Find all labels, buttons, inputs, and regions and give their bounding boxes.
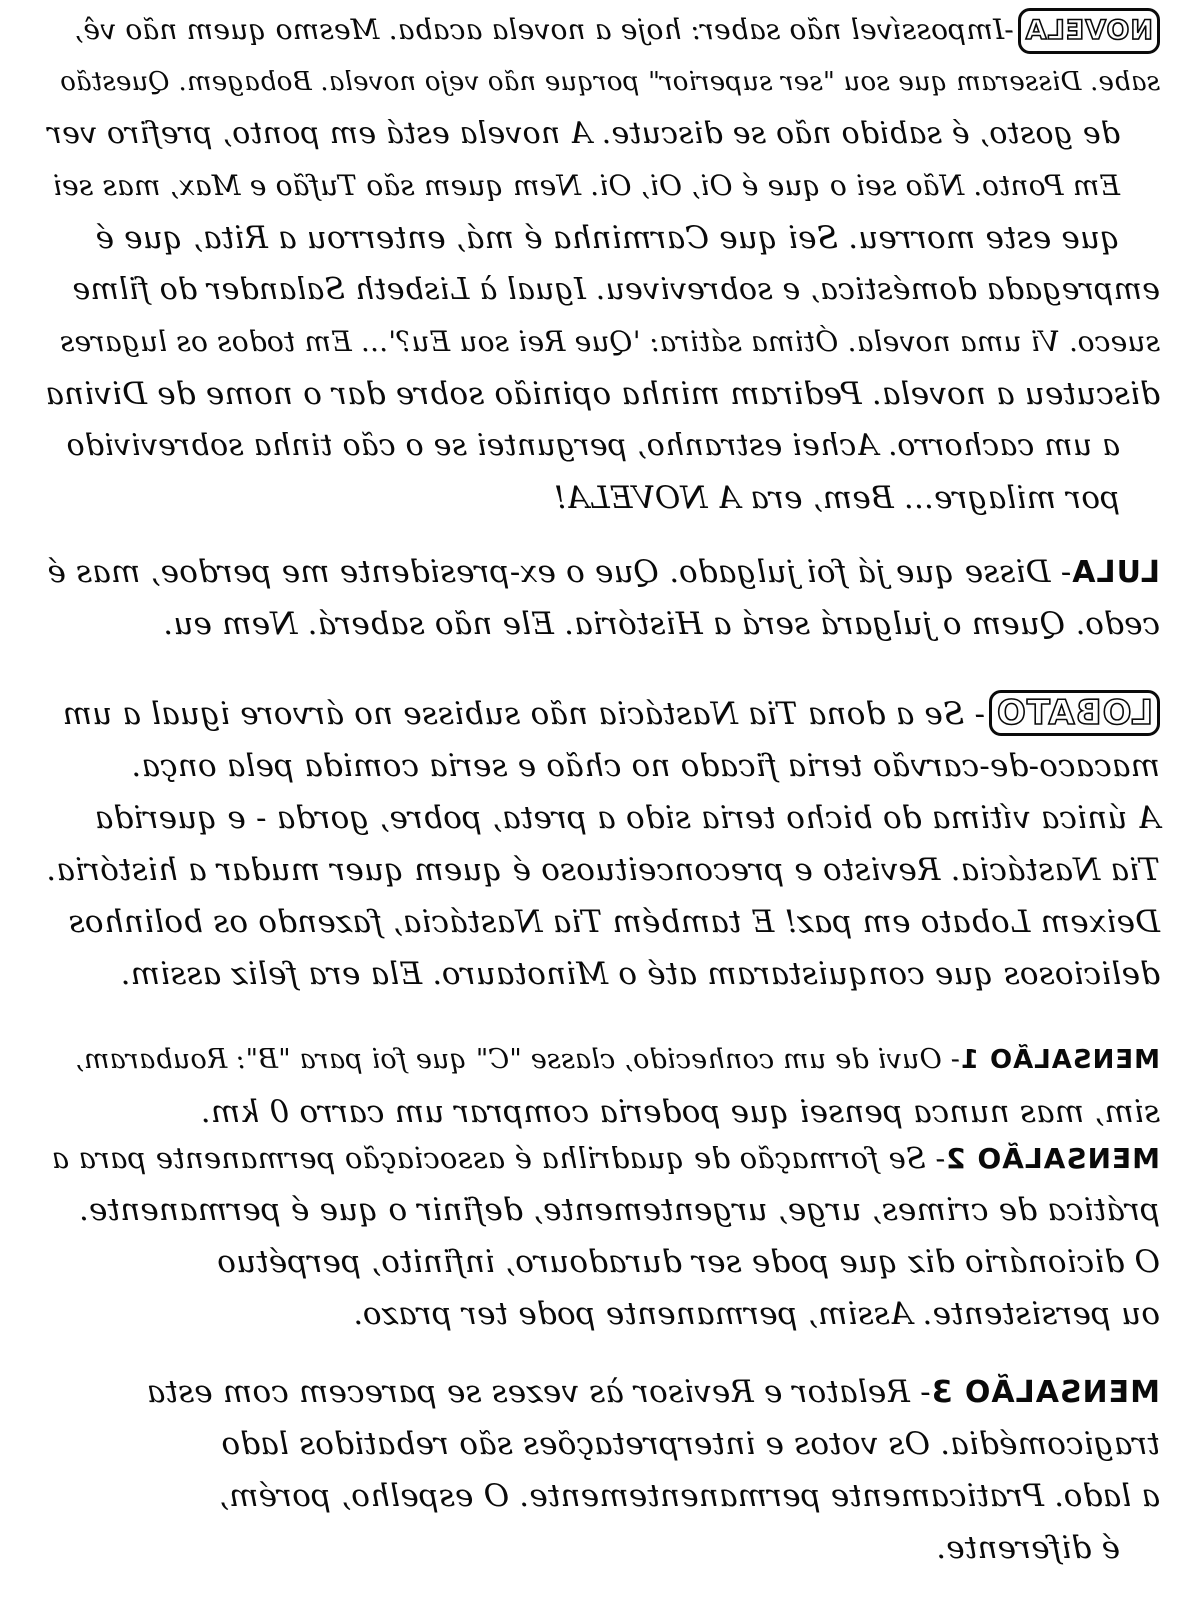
lobato-text-1: - Se a dona Tia Nastácia não subisse no árvore igual a um: [62, 696, 985, 732]
mensalao2-title: MENSALÃO 2: [945, 1142, 1160, 1175]
novela-line-10: por milagre... Bem, era A NOVELA!: [553, 480, 1120, 516]
novela-line-1: [40, 4, 1160, 56]
novela-line-8: discuteu a novela. Pediram minha opinião sobre dar o nome de Divina: [45, 376, 1160, 412]
novela-line-4: Em Ponto. Não sei o que é Oi, Oi, Oi. Nem quem são Tufão e Max, mas sei: [52, 169, 1120, 202]
mensalao3-title: MENSALÃO 3: [930, 1375, 1160, 1410]
mensalao3-line-2: tragicomédia. Os votos e interpretações são rebatidos lado: [221, 1426, 1160, 1462]
mensalao3-line-3: a lado. Praticamente permanentemente. O espelho, porém,: [218, 1478, 1160, 1514]
novela-title: NOVELA: [1018, 8, 1160, 54]
mensalao3-text-1: - Relator e Revisor às vezes se parecem com esta: [146, 1374, 931, 1410]
lobato-line-2: macaco-de-carvão teria ficado no chão e seria comida pela onça.: [131, 748, 1160, 784]
section-lobato: [40, 688, 1160, 1000]
mensalao2-line-1: [40, 1132, 1160, 1184]
lobato-line-1: [40, 688, 1160, 740]
novela-line-3: de gosto, é sabido não se discute. A novela está em ponto, prefiro ver: [47, 116, 1120, 151]
section-mensalao-3: [40, 1366, 1160, 1574]
mensalao1-line-2: sim, mas nunca pensei que poderia comprar um carro 0 km.: [200, 1094, 1160, 1130]
mensalao1-line-1: [40, 1034, 1160, 1086]
lobato-line-5: Deixem Lobato em paz! E também Tia Nastácia, fazendo os bolinhos: [68, 904, 1160, 940]
lobato-title: LOBATO: [989, 690, 1160, 736]
novela-line-5: que este morreu. Sei que Carminha é má, enterrou a Rita, que é: [95, 220, 1120, 256]
section-mensalao-2: [40, 1132, 1160, 1340]
mensalao2-text-1: - Se formação de quadrilha é associação permanente para a: [51, 1141, 946, 1175]
lobato-line-3: A única vítima do bicho teria sido a preta, pobre, gorda - e querida: [94, 800, 1160, 836]
novela-line-7: sueco. Vi uma novela. Ótima sátira: 'Que Rei sou Eu?'... Em todos os lugares: [59, 325, 1160, 358]
lobato-line-6: deliciosos que conquistaram até o Minotauro. Ela era feliz assim.: [120, 956, 1160, 992]
mensalao3-line-4: é diferente.: [936, 1530, 1120, 1566]
novela-line-6: empregada doméstica, e sobreviveu. Igual à Lisbeth Salander do filme: [72, 272, 1160, 307]
mensalao2-line-2: prática de crimes, urge, urgentemente, definir o que é permanente.: [78, 1192, 1160, 1228]
mensalao2-line-3: O dicionário diz que pode ser duradouro, infinito, perpétuo: [217, 1244, 1160, 1280]
lula-line-2: cedo. Quem o julgará será a História. Ele não saberá. Nem eu.: [163, 606, 1160, 642]
mensalao1-title: MENSALÃO 1: [959, 1045, 1160, 1075]
lobato-line-4: Tia Nastácia. Revisto e preconceituoso é quem quer mudar a história.: [46, 852, 1160, 888]
lula-title: LULA: [1071, 555, 1160, 590]
mensalao3-line-1: [40, 1366, 1160, 1418]
section-lula: [40, 546, 1160, 650]
novela-line-9: a um cachorro. Achei estranho, perguntei se o cão tinha sobrevivido: [66, 428, 1120, 463]
mensalao1-text-1: - Ouvi de um conhecido, classe "C" que foi para "B": Roubaram,: [74, 1044, 960, 1075]
novela-text-1: -Impossível não saber: hoje a novela acaba. Mesmo quem não vê,: [74, 13, 1014, 46]
mensalao2-line-4: ou persistente. Assim, permanente pode ter prazo.: [353, 1296, 1160, 1332]
section-novela: [40, 4, 1160, 524]
lula-line-1: [40, 546, 1160, 598]
novela-line-2: sabe. Disseram que sou "ser superior" porque não vejo novela. Bobagem. Questão: [60, 67, 1160, 97]
lula-text-1: - Disse que já foi julgado. Que o ex-presidente me perdoe, mas é: [47, 554, 1072, 590]
section-mensalao-1: [40, 1034, 1160, 1138]
